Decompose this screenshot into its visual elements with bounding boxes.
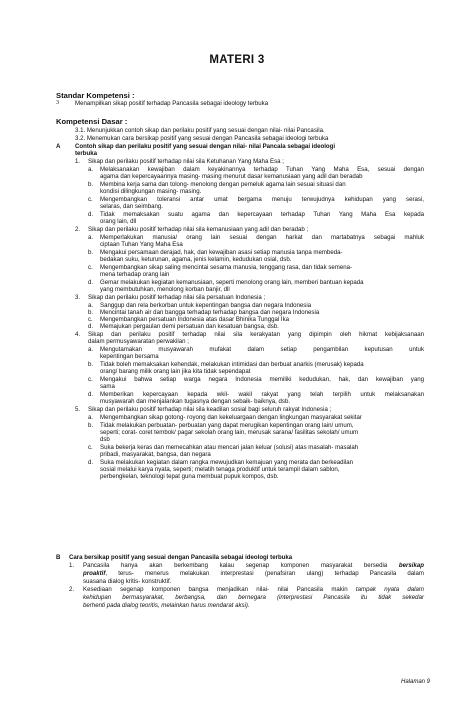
kompetensi-dasar-heading: Kompetensi Dasar : (56, 117, 128, 126)
page-number: Halaman 9 (401, 679, 431, 685)
sub-item-line: selaras, dan seimbang. (100, 203, 164, 210)
emphasis-text: proaktif (83, 570, 106, 577)
sub-letter: a. (88, 302, 94, 309)
list-number: 2. (75, 226, 81, 233)
sub-item-line: Tidak boleh memaksakan kehendak, melakukan intimidasi dan berbuat anarkis (merusak) kepada (100, 361, 364, 368)
sub-item-line: Memajukan pergaulan demi persatuan dan kesatuan bangsa, dsb. (100, 323, 279, 330)
sub-letter: b. (88, 422, 94, 429)
page-title: MATERI 3 (209, 54, 265, 66)
text-run: Pancasila hanya akan berkembang kalau segenap komponen masyarakat bersedia (83, 562, 399, 569)
section-b-item-line: kehidupan bermasyarakat, berbangsa, dan bernegara (interprestasi Pancasila itu tidak sekedar (83, 594, 424, 601)
sub-letter: b. (88, 181, 94, 188)
sub-item-line: Tidak memaksakan suatu agama dan kepercayaan terhadap Tuhan Yang Maha Esa kepada (100, 211, 424, 218)
list-number: 3. (75, 294, 81, 301)
sub-letter: a. (88, 414, 94, 421)
sub-item-line: agama dan kepercayaannya masing- masing menurut dasar kemanusiaan yang adil dan beradab (100, 173, 363, 180)
sub-item-line: Mengutamakan musyawarah mufakat dalam setiap pengambilan keputusan untuk (100, 346, 424, 353)
section-b-item-line (83, 562, 424, 569)
sub-item-line: Mengembangkan toleransi antar umat bergama menuju terwujudnya kehidupan yang serasi, (100, 196, 424, 203)
sub-item-line: Mengakui persamaan derajad, hak, dan kewajiban asasi setiap manusia tanpa membeda- (100, 249, 343, 256)
sub-letter: d. (88, 391, 94, 398)
sub-item-line: Mengembangkan sikap saling mencintai sesama manusia, tenggang rasa, dan tidak semena- (100, 264, 353, 271)
sub-item-line: Mengembangkan persatuan Indonesia atas dasar Bhinika Tunggal Ika (100, 316, 290, 323)
sub-item-line: musyawarah dan menjalankan tugasnya dengan sebaik- baiknya, dsb. (100, 398, 291, 405)
sub-item-line: mena terhadap orang lain (100, 271, 170, 278)
sub-item-line: sama (100, 383, 115, 390)
list-number: 5. (75, 406, 81, 413)
sub-letter: b. (88, 361, 94, 368)
sub-item-line: Mengembangkan sikap gotong- royong dan kekeluargaan dengan lingkungan masyarakat sekitar (100, 414, 362, 421)
sub-item-line: orang lain, dll (100, 218, 137, 225)
sub-item-line: Memperlakukan manusia/ orang lain sesuai dengan harkat dan martabatnya sebagai mahluk (100, 234, 424, 241)
standar-kompetensi-heading: Standar Kompetensi : (56, 91, 135, 100)
sub-letter: b. (88, 249, 94, 256)
emphasis-text: bersikap (398, 562, 424, 569)
sub-letter: c. (88, 196, 93, 203)
sub-item-line: perbengkelan, teknologi tepat guna membuat pupuk kompos, dsb. (100, 473, 279, 480)
sub-item-line: dsb (100, 436, 110, 443)
sub-item-line: Gemar melakukan kegiatan kemanusiaan, seperti menolong orang lain, memberi bantuan kepada (100, 279, 364, 286)
sub-letter: c. (88, 316, 93, 323)
sub-item-line: Melaksanakan kewajiban dalam keyakinannya terhadap Tuhan Yang Maha Esa, sesuai dengan (100, 166, 424, 173)
list-item-heading: dalam permusyawaratan perwakilan ; (88, 338, 189, 345)
sub-item-line: Sanggup dan rela berkorban untuk kepentingan bangsa dan negara Indonesia (100, 302, 312, 309)
section-b-letter: B (56, 554, 61, 561)
sub-item-line: Mencintai tanah air dan bangga terhadap terhadap bangsa dan negara Indonesia (100, 309, 320, 316)
text-run: , terus- menerus melakukan interprestasi (penafsiran ulang) terhadap Pancasila dalam (105, 570, 424, 577)
section-b-item-line (83, 586, 424, 593)
sub-item-line: Mengakui bahwa setiap warga negara Indonesia memiliki kedudukan, hak, dan kewajiban yang (100, 376, 424, 383)
sub-item-line: ciptaan Tuhan Yang Maha Esa (100, 241, 183, 248)
list-item-heading: Sikap dan perilaku positif terhadap nilai sila kerakyatan yang dipimpin oleh hikmat kebijaksanaan (88, 331, 424, 338)
sub-item-line: kondisi dilingkungan masing- masing. (100, 188, 202, 195)
sub-item-line: seperti; corat- coret tembok/ pagar sekolah orang lain, merusak sarana/ fasilitas sekolah/ umum (100, 429, 359, 436)
list-item-heading: Sikap dan perilaku positif terhadap nilai sila keadilan sosial bagi seluruh rakyat Indonesia ; (88, 406, 332, 413)
sub-letter: d. (88, 323, 94, 330)
list-number: 1. (75, 158, 81, 165)
sub-letter: c. (88, 444, 93, 451)
section-a-title: Contoh sikap dan perilaku positif yang sesuai dengan nilai- nilai Pancala sebagai ideologi (75, 143, 336, 150)
sub-letter: b. (88, 309, 94, 316)
sub-item-line: bedakan suku, keturunan, agama, jenis kelamin, kedudukan osial, dsb. (100, 256, 292, 263)
section-a-letter: A (56, 143, 61, 150)
section-b-title: Cara bersikap positif yang sesuai dengan Pancasila sebagai ideologi terbuka (69, 554, 293, 561)
standar-number: 3 (56, 100, 60, 106)
sub-item-line: pribadi, masyarakat, bangsa, dan negara (100, 451, 211, 458)
list-number: 2. (69, 586, 75, 593)
dasar-item: 3.2. Menemukan cara bersikap positif yang sesuai dengan Pancasila sebagai ideologi terbuka (75, 135, 329, 142)
sub-letter: a. (88, 234, 94, 241)
sub-item-line: kepentingan bersama (100, 353, 159, 360)
list-item-heading: Sikap dan perilaku positif terhadap nilai sila kemanusiaan yang adil dan beradab ; (88, 226, 309, 233)
text-run: Kesediaan segenap komponen bangsa menjadikan nilai- nilai Pancasila makin (83, 586, 356, 593)
sub-item-line: Memberikan kepercayaan kepada wkil- wakil rakyat yang telah terpilih untuk melaksanakan (100, 391, 424, 398)
section-b-item-line: suasana dialog kritis- konstruktif. (83, 578, 172, 585)
sub-letter: a. (88, 346, 94, 353)
dasar-item: 3.1. Menunjukkan contoh sikap dan perilaku positif yang sesuai dengan nilai- nilai Pancasila. (75, 127, 325, 134)
sub-item-line: sosial melalui karya nyata, seperti; melatih tenaga produktif untuk terampil dalam sablon, (100, 466, 340, 473)
standar-text: Menampilkan sikap positif terhadap Pancasila sebagai ideology terbuka (75, 100, 269, 107)
sub-item-line: yang membutuhkan, menolong korban banjir, dll (100, 286, 230, 293)
list-number: 1. (69, 562, 75, 569)
sub-letter: d. (88, 459, 94, 466)
list-item-heading: Sikap dan perilaku positif terhadap nilai sila persatuan Indonesia ; (88, 294, 266, 301)
sub-letter: c. (88, 376, 93, 383)
italic-text: tampak nyata dalam (355, 586, 424, 593)
section-b-item-line: berhenti pada dialog teoritis, melainkan harus mendarat aksi). (83, 602, 250, 609)
sub-letter: a. (88, 166, 94, 173)
list-item-heading: Sikap dan perilaku positif terhadap nilai sila Ketuhanan Yang Maha Esa ; (88, 158, 284, 165)
sub-letter: d. (88, 211, 94, 218)
sub-item-line: Suka bekerja keras dan memecahkan atau mencari jalan keluar (solusi) atas masalah- masalah (100, 444, 359, 451)
sub-letter: d. (88, 279, 94, 286)
sub-item-line: Tidak melakukan perbuatan- perbuatan yang dapat merugikan kepentingan orang lain/ umum, (100, 422, 354, 429)
sub-letter: c. (88, 264, 93, 271)
list-number: 4. (75, 331, 81, 338)
sub-item-line: Suka melakukan kegiatan dalam rangka mewujudkan kemajuan yang merata dan berkeadilan (100, 459, 354, 466)
sub-item-line: Membina kerja sama dan tolong- menolong dengan pemeluk agama lain sesuai situasi dan (100, 181, 346, 188)
section-a-title: terbuka (75, 150, 98, 157)
section-b-item-line (83, 570, 424, 577)
sub-item-line: orang/ barang milik orang lain jika kita tidak sependapat (100, 368, 251, 375)
